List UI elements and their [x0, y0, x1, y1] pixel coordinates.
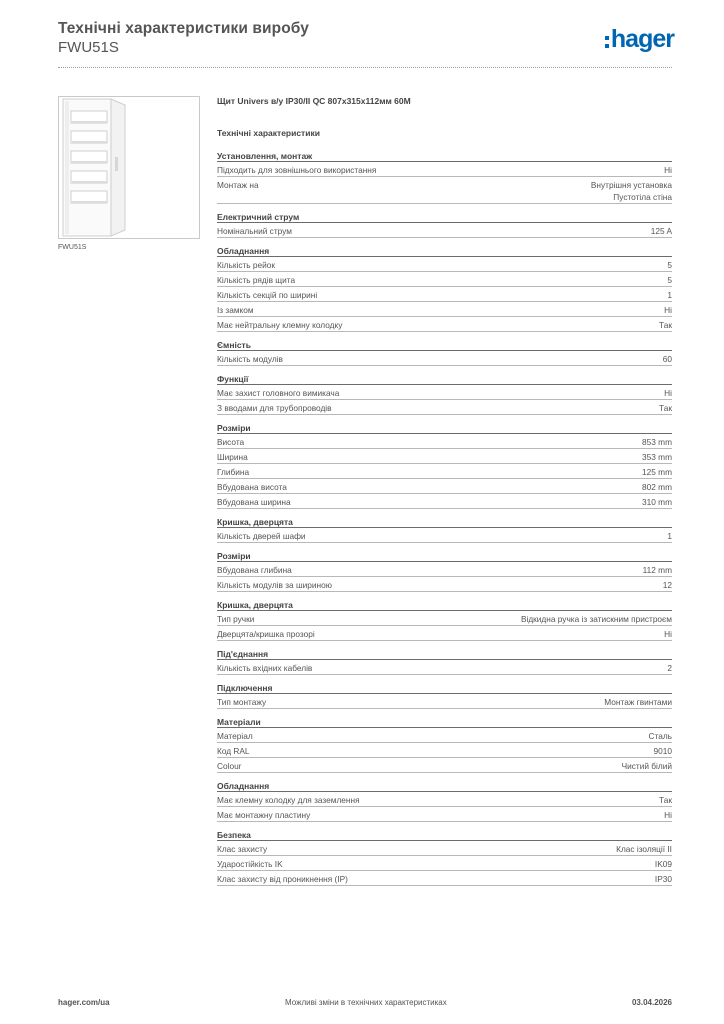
spec-label: Матеріал — [217, 731, 253, 741]
spec-label: Кількість модулів за шириною — [217, 580, 332, 590]
spec-row — [217, 728, 672, 743]
spec-value-line: 853 mm — [642, 437, 672, 447]
spec-value — [664, 628, 672, 640]
spec-row — [217, 494, 672, 509]
spec-row — [217, 272, 672, 287]
spec-value-line: 5 — [667, 260, 672, 270]
spec-label: Вбудована глибина — [217, 565, 292, 575]
spec-value — [659, 794, 672, 806]
spec-label: Ширина — [217, 452, 248, 462]
spec-value-line: Так — [659, 403, 672, 413]
spec-value — [521, 613, 672, 625]
spec-value-line: Пустотіла стіна — [613, 192, 672, 202]
spec-row — [217, 223, 672, 238]
spec-value-line: Внутрішня установка — [590, 180, 672, 190]
spec-row — [217, 871, 672, 886]
section-title: Розміри — [217, 422, 672, 434]
section-title: Установлення, монтаж — [217, 150, 672, 162]
spec-row — [217, 807, 672, 822]
spec-value — [642, 451, 672, 463]
section-title: Матеріали — [217, 716, 672, 728]
spec-row — [217, 479, 672, 494]
spec-row — [217, 758, 672, 773]
page-title: Технічні характеристики виробу — [58, 20, 309, 37]
spec-section — [217, 550, 672, 592]
section-title: Безпека — [217, 829, 672, 841]
spec-label: Тип ручки — [217, 614, 255, 624]
spec-section — [217, 373, 672, 415]
spec-value — [659, 402, 672, 414]
spec-value-line: 12 — [662, 580, 672, 590]
spec-value — [667, 530, 672, 542]
spec-row — [217, 257, 672, 272]
spec-value — [667, 259, 672, 271]
spec-row — [217, 694, 672, 709]
spec-value-line: 112 mm — [642, 565, 672, 575]
spec-value-line: 1 — [667, 531, 672, 541]
spec-section — [217, 422, 672, 509]
spec-label: Кількість рейок — [217, 260, 275, 270]
spec-label: Тип монтажу — [217, 697, 267, 707]
spec-label: Висота — [217, 437, 245, 447]
spec-value — [651, 225, 672, 237]
spec-label: Ударостійкість IK — [217, 859, 283, 869]
spec-value-line: 60 — [662, 354, 672, 364]
spec-label: Монтаж на — [217, 180, 259, 190]
spec-label: Підходить для зовнішнього використання — [217, 165, 377, 175]
spec-value — [664, 304, 672, 316]
spec-label: Кількість дверей шафи — [217, 531, 306, 541]
spec-row — [217, 449, 672, 464]
spec-value — [667, 662, 672, 674]
spec-section — [217, 516, 672, 543]
spec-value — [663, 579, 672, 591]
spec-label: Кількість вхідних кабелів — [217, 663, 313, 673]
spec-row — [217, 841, 672, 856]
spec-value-line: Клас ізоляції II — [616, 844, 672, 854]
product-name: Щит Univers в/у IP30/II QC 807x315x112мм 60M — [217, 96, 411, 106]
spec-row — [217, 856, 672, 871]
logo-wordmark: hager — [610, 25, 674, 53]
spec-value — [655, 858, 672, 870]
spec-value — [642, 481, 672, 493]
spec-panel — [217, 96, 672, 886]
spec-section — [217, 716, 672, 773]
spec-label: Із замком — [217, 305, 254, 315]
spec-value — [591, 179, 672, 203]
spec-row — [217, 287, 672, 302]
spec-row — [217, 743, 672, 758]
spec-value — [642, 466, 672, 478]
spec-row — [217, 385, 672, 400]
spec-label: Кількість рядів щита — [217, 275, 296, 285]
spec-value-line: Ні — [664, 305, 672, 315]
spec-value-line: 310 mm — [642, 497, 672, 507]
section-title: Кришка, дверцята — [217, 516, 672, 528]
spec-value — [667, 274, 672, 286]
spec-section — [217, 339, 672, 366]
spec-label: Клас захисту від проникнення (IP) — [217, 874, 348, 884]
section-title: Під'єднання — [217, 648, 672, 660]
spec-section — [217, 780, 672, 822]
spec-label: Кількість модулів — [217, 354, 283, 364]
spec-section — [217, 150, 672, 204]
product-image — [58, 96, 200, 239]
spec-row — [217, 400, 672, 415]
spec-label: Глибина — [217, 467, 250, 477]
spec-sections — [217, 150, 672, 886]
spec-label: Кількість секцій по ширині — [217, 290, 318, 300]
section-title: Ємність — [217, 339, 672, 351]
spec-section — [217, 648, 672, 675]
spec-value — [654, 745, 672, 757]
spec-value — [664, 164, 672, 176]
spec-label: Має нейтральну клемну колодку — [217, 320, 343, 330]
spec-value-line: 802 mm — [642, 482, 672, 492]
spec-value-line: Ні — [664, 629, 672, 639]
spec-value-line: Ні — [664, 388, 672, 398]
footer-disclaimer: Можливі зміни в технічних характеристиках — [285, 998, 447, 1007]
spec-value-line: Чистий білий — [621, 761, 672, 771]
spec-label: Клас захисту — [217, 844, 268, 854]
spec-label: Має захист головного вимикача — [217, 388, 340, 398]
section-title: Електричний струм — [217, 211, 672, 223]
spec-section — [217, 599, 672, 641]
spec-value — [616, 843, 672, 855]
distribution-board-icon — [59, 97, 199, 238]
spec-value-line: 1 — [667, 290, 672, 300]
spec-row — [217, 528, 672, 543]
spec-label: Код RAL — [217, 746, 250, 756]
spec-row — [217, 611, 672, 626]
spec-row — [217, 577, 672, 592]
spec-value — [622, 760, 672, 772]
spec-value-line: IK09 — [654, 859, 672, 869]
spec-value-line: Сталь — [648, 731, 672, 741]
logo-dots-icon — [605, 36, 609, 48]
spec-section — [217, 829, 672, 886]
header-divider — [58, 67, 672, 68]
section-title: Підключення — [217, 682, 672, 694]
spec-row — [217, 177, 672, 204]
spec-label: Номінальний струм — [217, 226, 292, 236]
section-title: Розміри — [217, 550, 672, 562]
spec-value-line: 2 — [667, 663, 672, 673]
spec-value — [604, 696, 672, 708]
spec-label: З вводами для трубопроводів — [217, 403, 332, 413]
spec-label: Вбудована ширина — [217, 497, 291, 507]
section-title: Функції — [217, 373, 672, 385]
spec-value-line: Так — [659, 320, 672, 330]
footer-date: 03.04.2026 — [631, 998, 672, 1007]
section-title: Обладнання — [217, 245, 672, 257]
spec-value — [667, 289, 672, 301]
spec-label: Вбудована висота — [217, 482, 287, 492]
spec-value-line: Так — [659, 795, 672, 805]
tech-heading: Технічні характеристики — [217, 128, 320, 138]
spec-row — [217, 317, 672, 332]
spec-value-line: 125 A — [650, 226, 672, 236]
spec-section — [217, 245, 672, 332]
spec-value — [655, 873, 672, 885]
spec-row — [217, 162, 672, 177]
spec-value-line: 125 mm — [642, 467, 672, 477]
section-title: Обладнання — [217, 780, 672, 792]
spec-label: Має клемну колодку для заземлення — [217, 795, 360, 805]
spec-value-line: Ні — [664, 165, 672, 175]
spec-row — [217, 351, 672, 366]
spec-label: Colour — [217, 761, 242, 771]
spec-value-line: 353 mm — [642, 452, 672, 462]
spec-row — [217, 626, 672, 641]
spec-row — [217, 660, 672, 675]
spec-value — [642, 496, 672, 508]
spec-value-line: Відкидна ручка із затискним пристроєм — [520, 614, 672, 624]
section-title: Кришка, дверцята — [217, 599, 672, 611]
spec-row — [217, 464, 672, 479]
spec-value — [664, 809, 672, 821]
product-code: FWU51S — [58, 39, 119, 56]
spec-section — [217, 211, 672, 238]
spec-label: Має монтажну пластину — [217, 810, 311, 820]
page-header — [58, 20, 678, 56]
spec-value-line: Монтаж гвинтами — [604, 697, 672, 707]
spec-value-line: Ні — [664, 810, 672, 820]
hager-logo[interactable] — [605, 27, 674, 52]
spec-section — [217, 682, 672, 709]
spec-value — [659, 319, 672, 331]
footer-website-link[interactable]: hager.com/ua — [58, 998, 110, 1007]
spec-row — [217, 434, 672, 449]
spec-value — [664, 387, 672, 399]
spec-row — [217, 302, 672, 317]
spec-value — [649, 730, 672, 742]
spec-value-line: 9010 — [653, 746, 672, 756]
spec-row — [217, 562, 672, 577]
spec-row — [217, 792, 672, 807]
spec-value — [663, 353, 672, 365]
spec-value-line: IP30 — [654, 874, 672, 884]
spec-value-line: 5 — [667, 275, 672, 285]
image-caption: FWU51S — [58, 244, 87, 251]
spec-label: Дверцята/кришка прозорі — [217, 629, 315, 639]
spec-value — [642, 436, 672, 448]
spec-value — [643, 564, 672, 576]
